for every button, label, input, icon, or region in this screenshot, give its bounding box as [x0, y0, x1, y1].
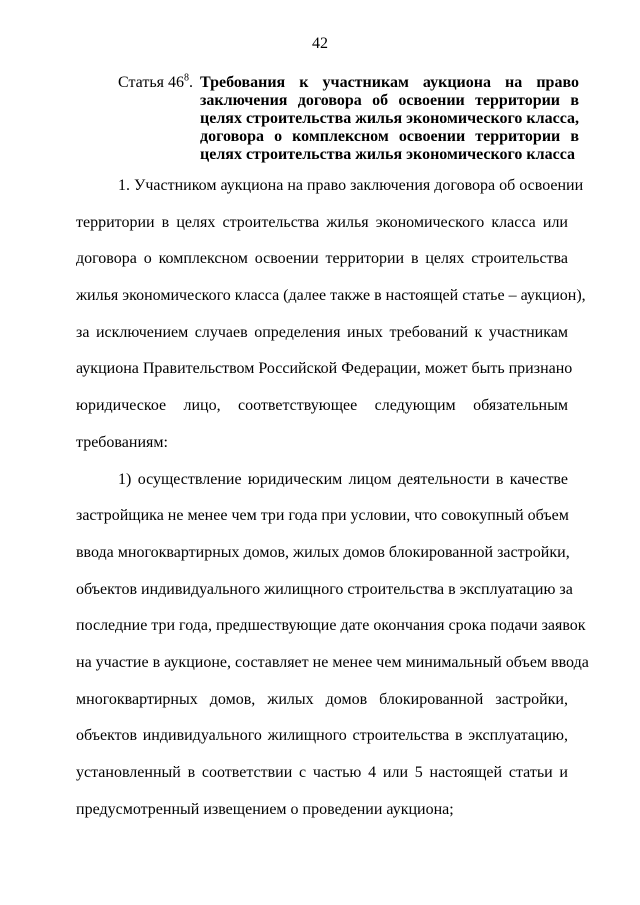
article-title-line: договора о комплексном освоении территории в — [200, 128, 579, 145]
text-line: 1. Участником аукциона на право заключения договора об освоении — [118, 177, 584, 194]
page-number: 42 — [312, 35, 328, 52]
paragraph-2 — [76, 468, 589, 835]
text-line: многоквартирных домов, жилых домов блокированной застройки, — [76, 690, 568, 708]
article-heading — [118, 72, 579, 164]
article-title-line: целях строительства жилья экономического класса — [200, 146, 575, 163]
paragraph-1 — [76, 174, 586, 468]
body-text — [76, 174, 589, 834]
article-label-text: Статья 46 — [118, 74, 184, 91]
article-label-suffix: . — [188, 74, 193, 91]
text-line: 1) осуществление юридическим лицом деятельности в качестве — [118, 470, 568, 488]
article-title — [200, 74, 579, 164]
text-line: на участие в аукционе, составляет не менее чем минимальный объем ввода — [76, 653, 589, 671]
article-title-line: Требования к участникам аукциона на право — [200, 74, 579, 91]
text-line: объектов индивидуального жилищного строительства в эксплуатацию за — [76, 580, 573, 598]
article-label — [118, 74, 200, 164]
text-line: застройщика не менее чем три года при условии, что совокупный объем — [76, 507, 569, 525]
text-line: ввода многоквартирных домов, жилых домов блокированной застройки, — [76, 543, 570, 561]
text-line: за исключением случаев определения иных требований к участникам — [76, 323, 568, 341]
article-label-superscript: 8 — [183, 72, 189, 84]
text-line: территории в целях строительства жилья экономического класса или — [76, 213, 568, 231]
text-line: юридическое лицо, соответствующее следующим обязательным — [76, 397, 568, 415]
text-line: установленный в соответствии с частью 4 или 5 настоящей статьи и — [76, 764, 568, 781]
text-line: требованиям: — [76, 433, 168, 451]
article-title-line: заключения договора об освоении территории в — [200, 92, 579, 109]
text-line: предусмотренный извещением о проведении аукциона; — [76, 800, 454, 818]
text-line: договора о комплексном освоении территории в целях строительства — [76, 250, 568, 268]
text-line: последние три года, предшествующие дате окончания срока подачи заявок — [76, 617, 586, 635]
text-line: объектов индивидуального жилищного строительства в эксплуатацию, — [76, 727, 568, 745]
article-title-line: целях строительства жилья экономического класса, — [200, 110, 579, 127]
text-line: жилья экономического класса (далее также в настоящей статье – аукцион), — [76, 287, 586, 305]
text-line: аукциона Правительством Российской Федерации, может быть признано — [76, 360, 573, 378]
